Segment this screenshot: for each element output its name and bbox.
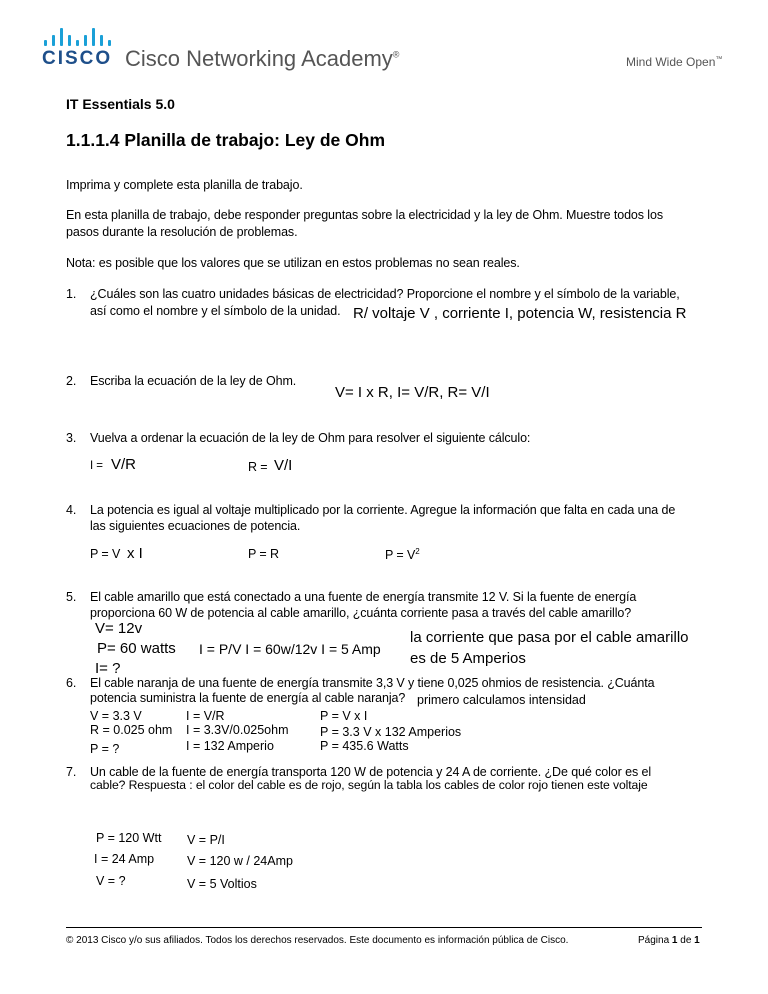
question-text: proporciona 60 W de potencia al cable amarillo, ¿cuánta corriente pasa a través del cable amarillo? — [90, 606, 632, 620]
equation-label: I = — [90, 460, 103, 472]
question-text: Vuelva a ordenar la ecuación de la ley de Ohm para resolver el siguiente cálculo: — [90, 431, 531, 445]
answer-text: V = 5 Voltios — [187, 877, 257, 891]
question-number: 3. — [66, 431, 77, 445]
course-title: IT Essentials 5.0 — [66, 96, 175, 112]
answer-text: I= ? — [95, 660, 121, 677]
answer-text: es de 5 Amperios — [410, 650, 526, 667]
answer-text: P = 120 Wtt — [96, 831, 162, 845]
question-text: las siguientes ecuaciones de potencia. — [90, 519, 301, 533]
question-number: 7. — [66, 765, 77, 779]
question-number: 1. — [66, 287, 77, 301]
question-text: así como el nombre y el símbolo de la unidad. — [90, 304, 341, 318]
footer-divider — [66, 927, 702, 928]
equation-label: $P = V^2$ — [385, 547, 420, 563]
question-text: El cable amarillo que está conectado a una fuente de energía transmite 12 V. Si la fuente de energía — [90, 590, 637, 604]
answer-text: V= 12v — [95, 620, 143, 637]
equation-label: R = — [248, 460, 268, 474]
note-text: Nota: es posible que los valores que se utilizan en estos problemas no sean reales. — [66, 256, 520, 270]
question-number: 5. — [66, 590, 77, 604]
answer-text: I = 3.3V/0.025ohm — [186, 723, 289, 737]
answer-text: V = P/I — [187, 833, 225, 847]
answer-text: la corriente que pasa por el cable amarillo — [410, 629, 689, 646]
tagline: Mind Wide Open™ — [626, 55, 723, 69]
answer-text: P = 435.6 Watts — [320, 739, 409, 753]
footer-copyright: © 2013 Cisco y/o sus afiliados. Todos los derechos reservados. Este documento es información pública de Cisco. — [66, 935, 569, 946]
answer-text: P = V x I — [320, 709, 368, 723]
answer-text: V/I — [274, 457, 293, 474]
answer-text: V = ? — [96, 874, 126, 888]
intro-text: pasos durante la resolución de problemas. — [66, 225, 298, 239]
question-text: ¿Cuáles son las cuatro unidades básicas de electricidad? Proporcione el nombre y el símbolo de la variable, — [90, 287, 680, 301]
answer-text: I = P/V I = 60w/12v I = 5 Amp — [199, 641, 381, 657]
question-text: Escriba la ecuación de la ley de Ohm. — [90, 374, 297, 388]
cisco-logo — [42, 26, 114, 70]
answer-text: V = 3.3 V — [90, 709, 142, 723]
equation-label: P = R — [248, 547, 279, 561]
answer-text: V/R — [111, 456, 137, 473]
answer-text: R = 0.025 ohm — [90, 723, 173, 737]
academy-name: Cisco Networking Academy® — [125, 46, 400, 71]
answer-text: V= I x R, I= V/R, R= V/I — [335, 384, 490, 401]
page-title: 1.1.1.4 Planilla de trabajo: Ley de Ohm — [66, 130, 385, 150]
answer-text: P = ? — [90, 742, 120, 756]
intro-text: En esta planilla de trabajo, debe responder preguntas sobre la electricidad y la ley de Ohm. Muestre todos los — [66, 208, 663, 222]
equation-label: P = V — [90, 547, 121, 561]
answer-text: I = 24 Amp — [94, 852, 155, 866]
question-text: La potencia es igual al voltaje multiplicado por la corriente. Agregue la información que falta en cada una de — [90, 503, 676, 517]
question-text: El cable naranja de una fuente de energía transmite 3,3 V y tiene 0,025 ohmios de resistencia. ¿Cuánta — [90, 676, 655, 690]
answer-text: I = 132 Amperio — [186, 739, 274, 753]
question-text: cable? Respuesta : el color del cable es de rojo, según la tabla los cables de color rojo tienen este voltaje — [90, 778, 648, 792]
question-text: Un cable de la fuente de energía transporta 120 W de potencia y 24 A de corriente. ¿De qué color es el — [90, 765, 651, 779]
answer-text: R/ voltaje V , corriente I, potencia W, resistencia R — [353, 305, 687, 322]
question-number: 2. — [66, 374, 77, 388]
answer-text: I = V/R — [186, 709, 225, 723]
question-number: 4. — [66, 503, 77, 517]
answer-text: primero calculamos intensidad — [417, 693, 586, 707]
cisco-wordmark: CISCO — [42, 48, 113, 69]
answer-text: V = 120 w / 24Amp — [187, 854, 293, 868]
answer-text: P = 3.3 V x 132 Amperios — [320, 725, 462, 739]
page-indicator: Página 1 de 1 — [638, 935, 700, 946]
answer-text: P= 60 watts — [97, 640, 176, 657]
cisco-bars-icon — [44, 26, 112, 46]
question-number: 6. — [66, 676, 77, 690]
question-text: potencia suministra la fuente de energía al cable naranja? — [90, 691, 406, 705]
intro-text: Imprima y complete esta planilla de trabajo. — [66, 178, 303, 192]
answer-text: x I — [127, 545, 143, 562]
